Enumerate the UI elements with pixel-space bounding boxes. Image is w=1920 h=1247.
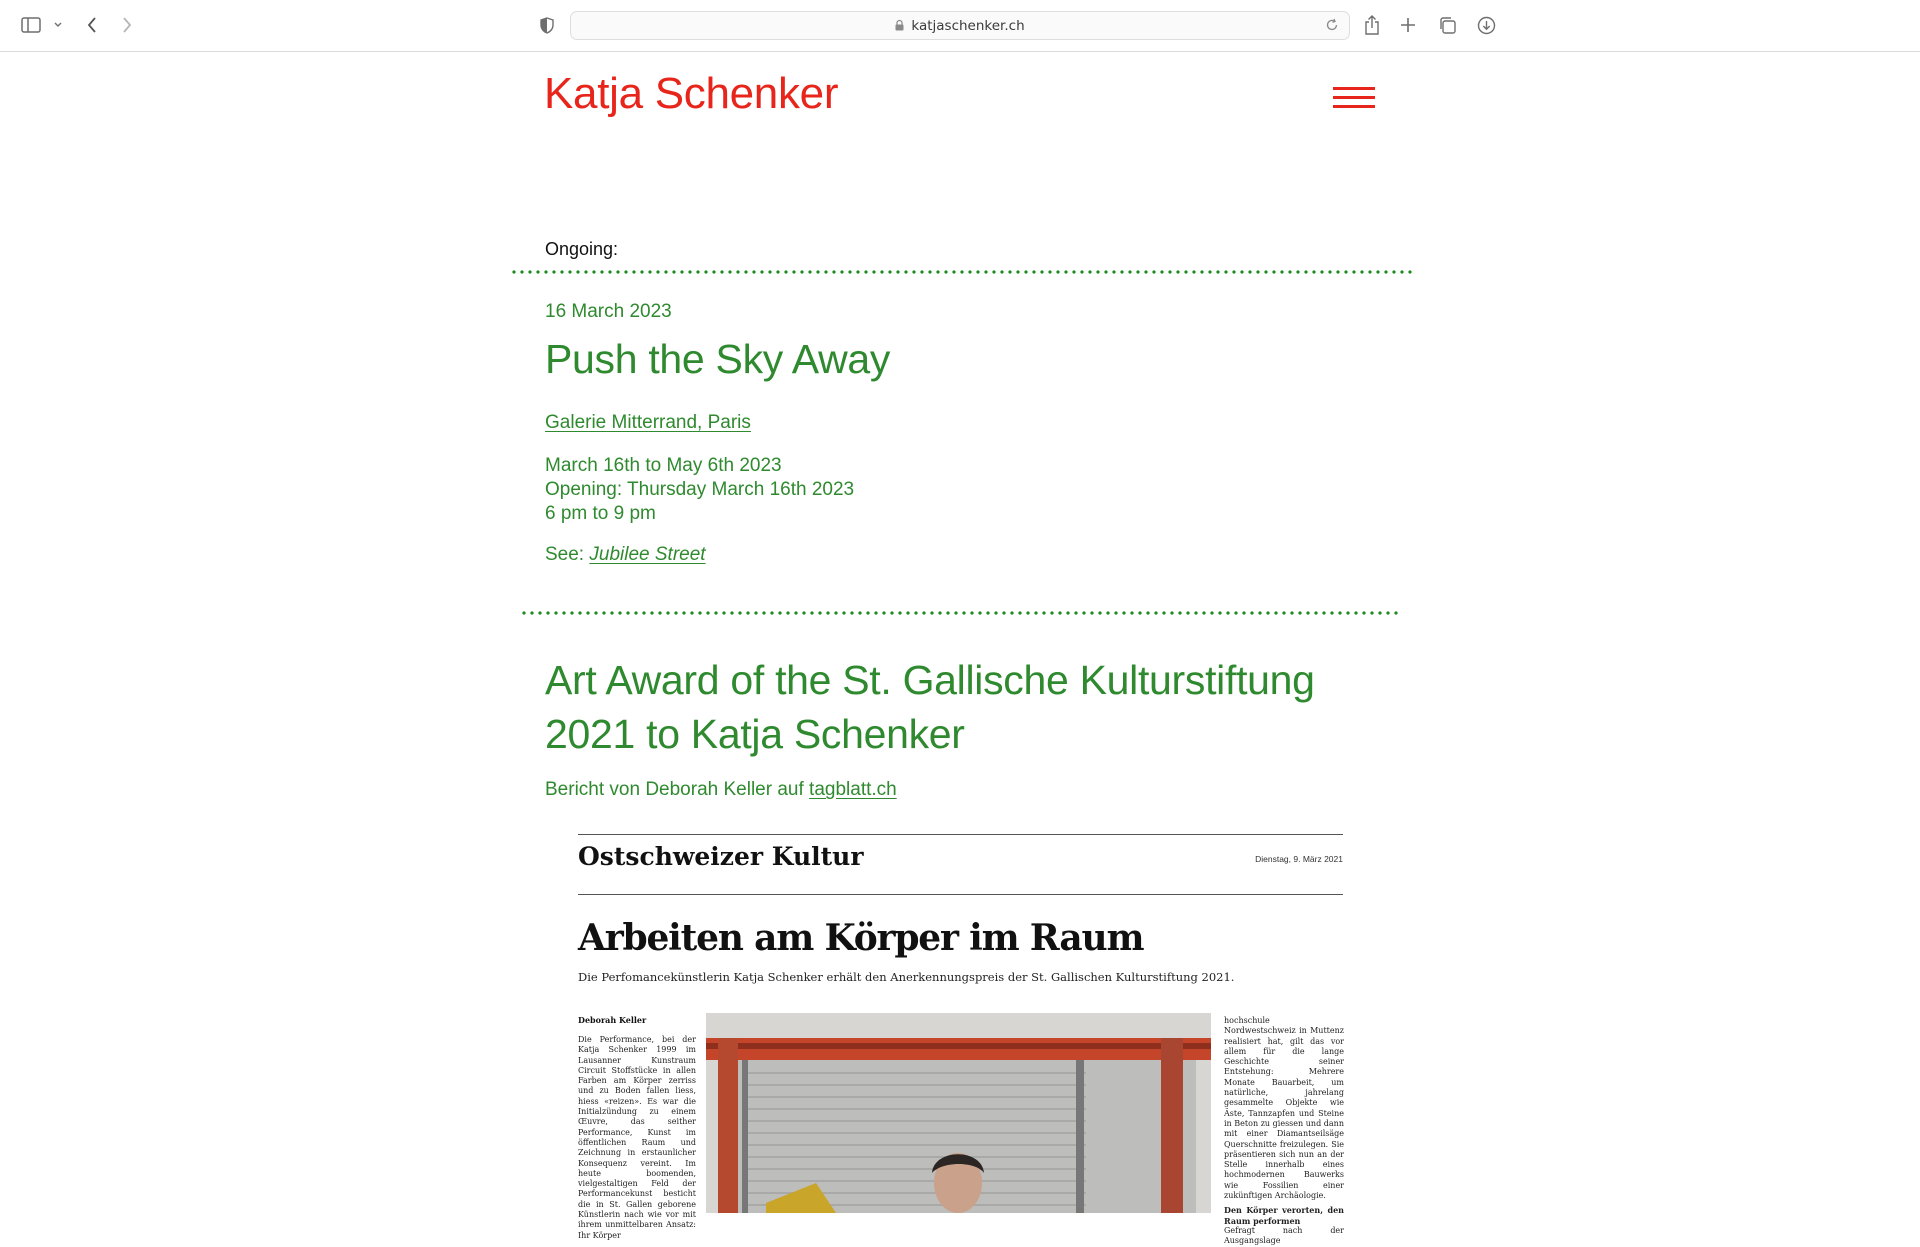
event-opening: Opening: Thursday March 16th 2023 (545, 479, 855, 500)
see-link[interactable]: Jubilee Street (589, 544, 706, 565)
newspaper-subline: Die Perfomancekünstlerin Katja Schenker erhält den Anerkennungspreis der St. Gallischen Kulturstiftung 2021. (578, 970, 1235, 984)
newspaper-column (1224, 1016, 1344, 1247)
page-content (0, 53, 1920, 1246)
newspaper-column: Die Performance, bei der Katja Schenker 1999 im Lausanner Kunstraum Circuit Stoffstücke in allen Farben am Körper zerriss und zu Boden fallen liess, hiess «reizen». Es war die Initialzündung zu einem Œuvre, das seither Performance, Kunst im öffentlichen Raum und Zeichnung in erstaunlicher Konsequenz vereint. Im heute boomenden, vielgestaltigen Feld der Performancekunst besticht die in St. Gallen geborene Künstlerin nach wie vor mit ihrem unmittelbaren Ansatz: Ihr Körper (578, 1035, 696, 1240)
tab-overview-icon[interactable] (1436, 13, 1458, 37)
site-title[interactable]: Katja Schenker (544, 69, 839, 118)
reload-icon[interactable] (1325, 18, 1339, 32)
ongoing-label: Ongoing: (545, 239, 619, 259)
event-details (545, 454, 854, 526)
report-text: Bericht von Deborah Keller auf (545, 779, 810, 800)
newspaper-headline: Arbeiten am Körper im Raum (578, 917, 1144, 959)
award-report (545, 779, 897, 801)
report-link[interactable]: tagblatt.ch (809, 779, 897, 800)
newspaper-name: Ostschweizer Kultur (578, 842, 864, 871)
divider (578, 894, 1343, 895)
see-also (545, 544, 706, 566)
address-bar[interactable] (570, 11, 1350, 40)
see-label: See: (545, 544, 590, 565)
forward-icon[interactable] (117, 13, 137, 37)
sidebar-toggle-icon[interactable] (20, 13, 42, 37)
column-subhead: Den Körper verorten, den Raum performen (1224, 1205, 1344, 1226)
column-text: Gefragt nach der Ausgangslage (1224, 1225, 1344, 1246)
dotted-divider (510, 270, 1412, 274)
event-venue-link[interactable]: Galerie Mitterrand, Paris (545, 412, 751, 433)
chevron-down-icon[interactable] (52, 13, 64, 37)
new-tab-icon[interactable] (1398, 13, 1418, 37)
back-icon[interactable] (82, 13, 102, 37)
newspaper-author: Deborah Keller (578, 1015, 647, 1025)
event-time: 6 pm to 9 pm (545, 503, 656, 524)
newspaper-clipping-image (578, 830, 1344, 1246)
url-text: katjaschenker.ch (911, 17, 1025, 34)
artist-photo (706, 1013, 1211, 1213)
event-dates: March 16th to May 6th 2023 (545, 455, 782, 476)
share-icon[interactable] (1362, 13, 1382, 37)
browser-toolbar (0, 0, 1920, 52)
award-title: Art Award of the St. Gallische Kulturstiftung 2021 to Katja Schenker (545, 657, 1315, 757)
lock-icon (895, 20, 904, 31)
downloads-icon[interactable] (1475, 13, 1497, 37)
hamburger-menu-icon[interactable] (1333, 87, 1375, 109)
divider (578, 834, 1343, 835)
event-date: 16 March 2023 (545, 301, 672, 322)
dotted-divider (520, 611, 1402, 615)
newspaper-date: Dienstag, 9. März 2021 (1255, 854, 1343, 864)
column-text: hochschule Nordwestschweiz in Muttenz realisiert hat, gilt das vor allem für die lange Geschichte seiner Entstehung: Mehrere Monate Bauarbeit, um natürliche, jahrelang gesammelte Objekte wie Äste, Tannzapfen und Steine in Beton zu giessen und dann mit einer Diamantseilsäge Querschnitte freizulegen. Sie präsentieren sich nun an der Stelle innerhalb eines hochmodernen Bauwerks wie Fossilien einer zukünftigen Archäologie. (1224, 1016, 1344, 1201)
privacy-shield-icon[interactable] (537, 13, 557, 37)
event-title: Push the Sky Away (545, 336, 891, 382)
